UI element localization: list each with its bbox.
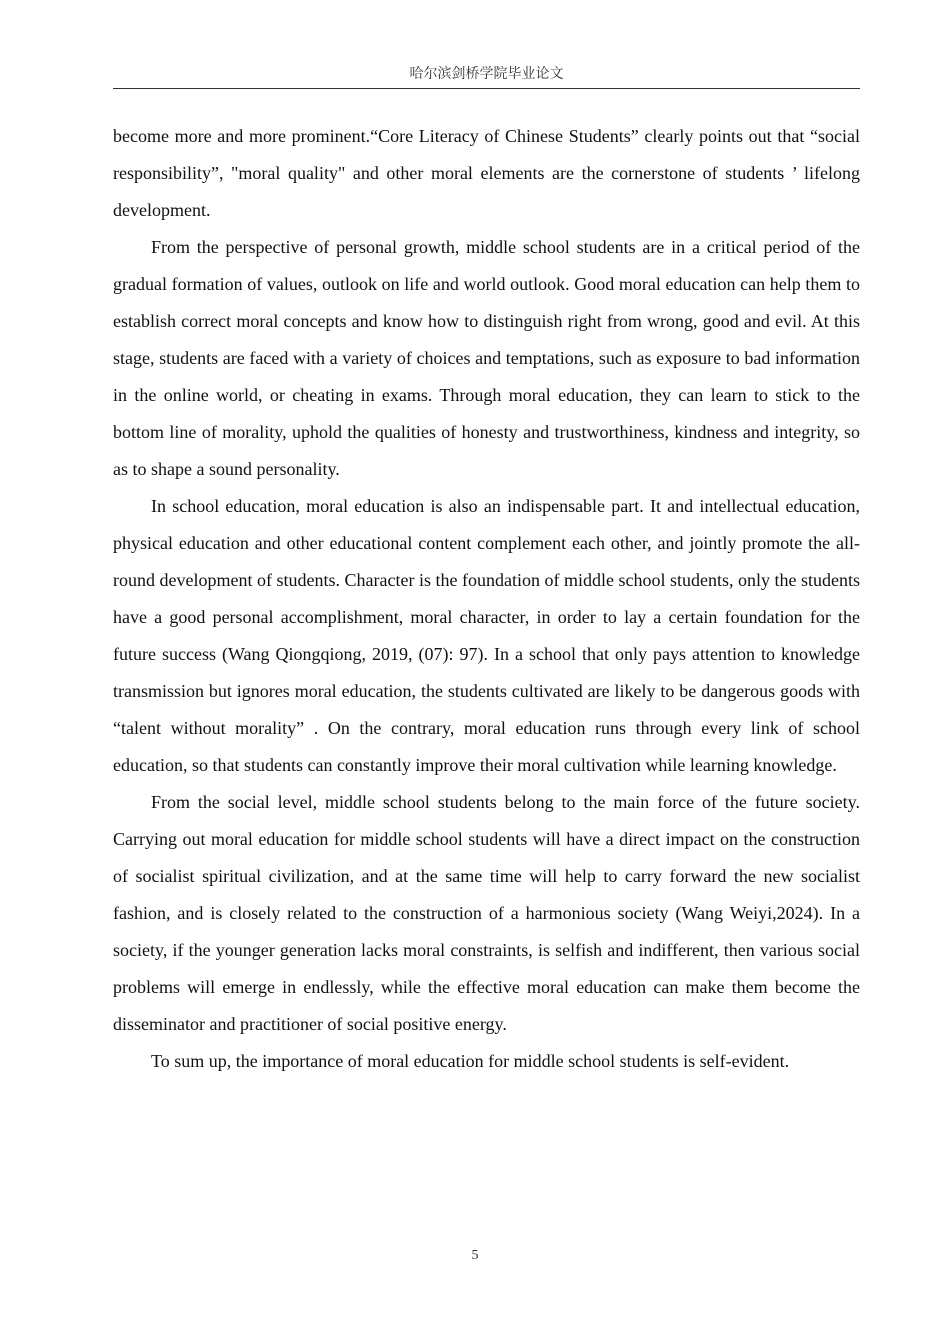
document-body: [113, 118, 860, 1080]
paragraph: In school education, moral education is also an indispensable part. It and intellectual education, physical education and other educational content complement each other, and jointly promote the all-round development of students. Character is the foundation of middle school students, only the students have a good personal accomplishment, moral character, in order to lay a certain foundation for the future success (Wang Qiongqiong, 2019, (07): 97). In a school that only pays attention to knowledge transmission but ignores moral education, the students cultivated are likely to be dangerous goods with “talent without morality” . On the contrary, moral education runs through every link of school education, so that students can constantly improve their moral cultivation while learning knowledge.: [113, 496, 860, 775]
header-title: 哈尔滨剑桥学院毕业论文: [409, 67, 564, 82]
header-divider: [113, 88, 860, 89]
page-number: [0, 1247, 950, 1265]
paragraph: From the perspective of personal growth, middle school students are in a critical period of the gradual formation of values, outlook on life and world outlook. Good moral education can help them to establish correct moral concepts and know how to distinguish right from wrong, good and evil. At this stage, students are faced with a variety of choices and temptations, such as exposure to bad information in the online world, or cheating in exams. Through moral education, they can learn to stick to the bottom line of morality, uphold the qualities of honesty and trustworthiness, kindness and integrity, so as to shape a sound personality.: [113, 237, 860, 479]
paragraph: become more and more prominent.“Core Literacy of Chinese Students” clearly points out that “social responsibility”, "moral quality" and other moral elements are the cornerstone of students ’ lifelong development.: [113, 126, 860, 220]
page-header: [113, 66, 860, 84]
page-number-label: 5: [471, 1248, 479, 1263]
paragraph: From the social level, middle school students belong to the main force of the future society. Carrying out moral education for middle school students will have a direct impact on the construction of socialist spiritual civilization, and at the same time will help to carry forward the new socialist fashion, and is closely related to the construction of a harmonious society (Wang Weiyi,2024). In a society, if the younger generation lacks moral constraints, is selfish and indifferent, then various social problems will emerge in endlessly, while the effective moral education can make them become the disseminator and practitioner of social positive energy.: [113, 792, 860, 1034]
paragraph: To sum up, the importance of moral education for middle school students is self-evident.: [151, 1051, 790, 1071]
